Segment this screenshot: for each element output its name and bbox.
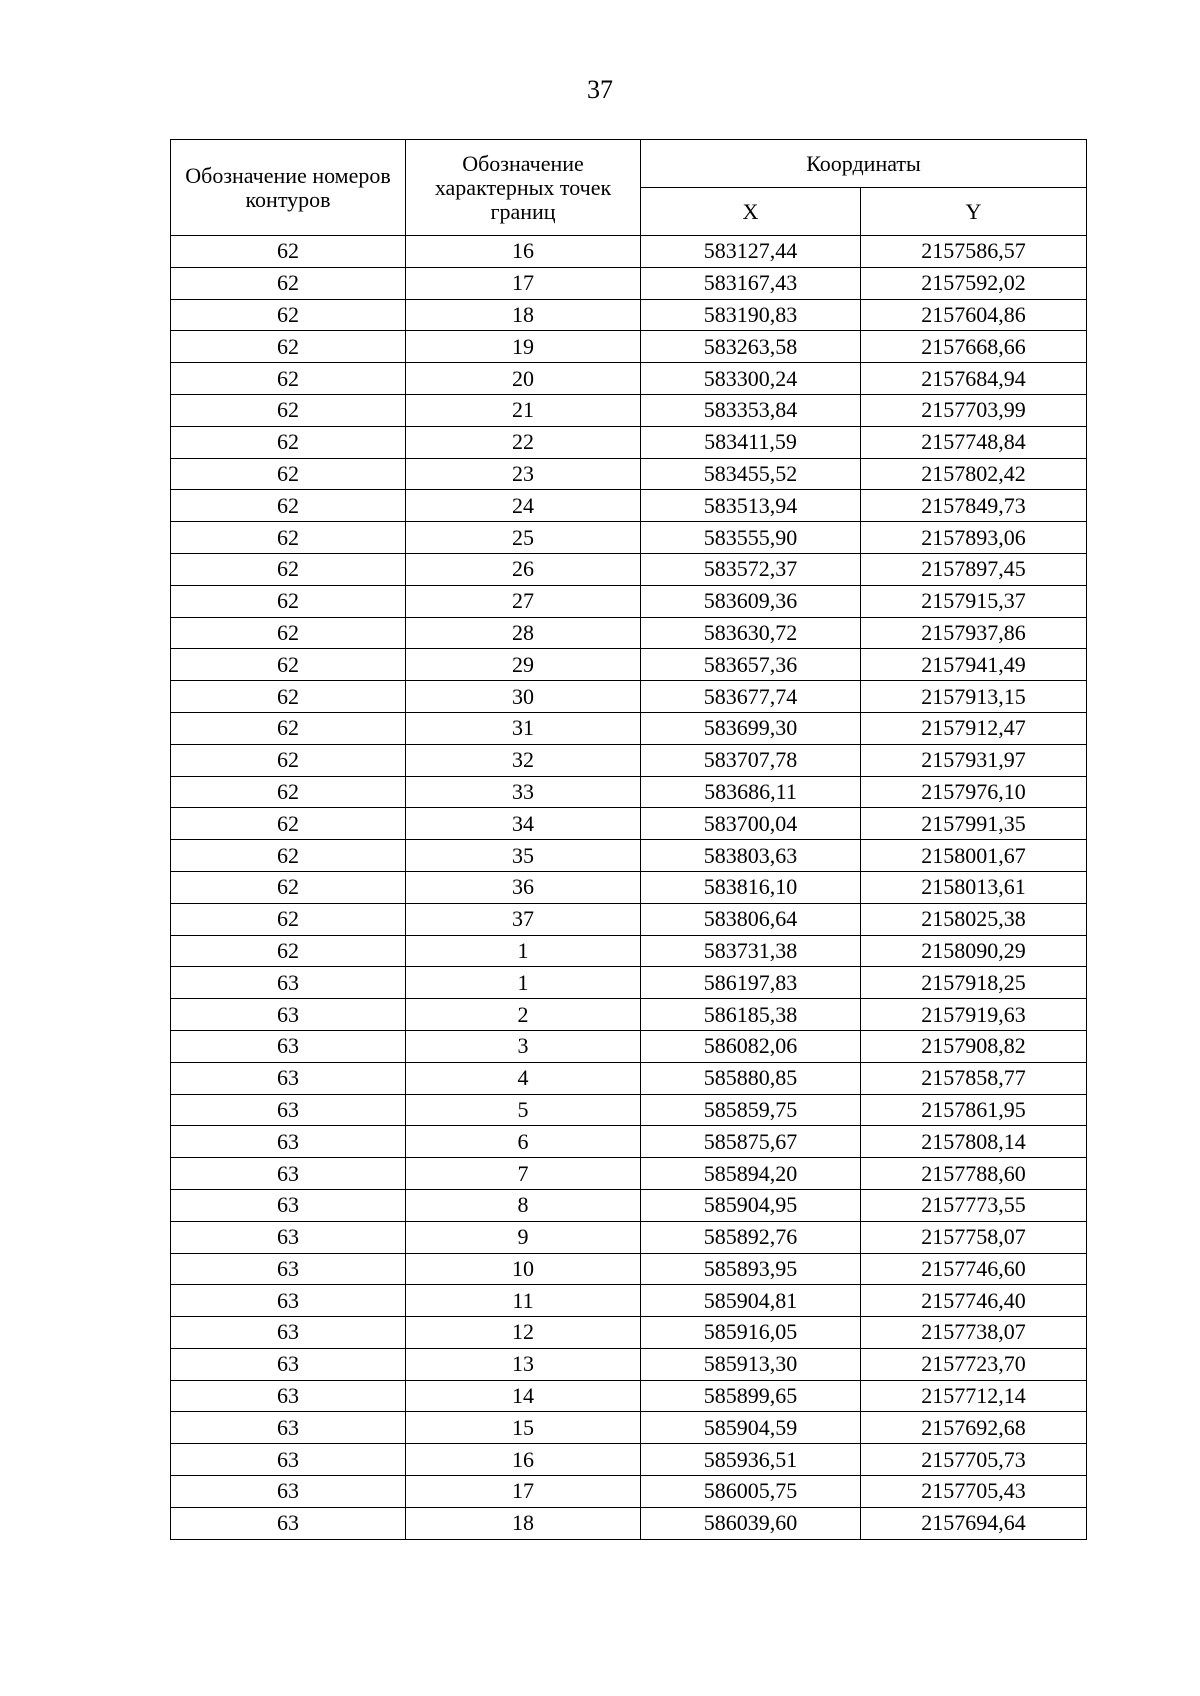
contour-number-cell: 62 [171,267,406,299]
y-coordinate-cell: 2157604,86 [861,299,1087,331]
y-coordinate-cell: 2158013,61 [861,871,1087,903]
y-coordinate-cell: 2157705,43 [861,1476,1087,1508]
contour-number-cell: 62 [171,871,406,903]
point-number-cell: 33 [406,776,641,808]
y-coordinate-cell: 2157668,66 [861,331,1087,363]
x-coordinate-cell: 583455,52 [641,458,861,490]
y-coordinate-cell: 2157802,42 [861,458,1087,490]
x-coordinate-cell: 585904,59 [641,1412,861,1444]
table-row [171,871,1087,903]
x-coordinate-cell: 585916,05 [641,1317,861,1349]
x-coordinate-cell: 585913,30 [641,1348,861,1380]
contour-number-cell: 63 [171,1507,406,1539]
x-coordinate-cell: 585904,95 [641,1189,861,1221]
contour-number-cell: 63 [171,1317,406,1349]
table-row [171,649,1087,681]
point-number-cell: 26 [406,553,641,585]
y-coordinate-cell: 2157897,45 [861,553,1087,585]
table-row [171,681,1087,713]
table-row [171,490,1087,522]
table-row [171,1507,1087,1539]
x-coordinate-cell: 585894,20 [641,1158,861,1190]
contour-number-cell: 63 [171,1221,406,1253]
point-number-cell: 32 [406,744,641,776]
y-coordinate-cell: 2157788,60 [861,1158,1087,1190]
contour-number-cell: 63 [171,1380,406,1412]
x-coordinate-cell: 585880,85 [641,1062,861,1094]
contour-number-cell: 63 [171,999,406,1031]
header-contour-number: Обозначение номеров контуров [171,140,406,236]
contour-number-cell: 62 [171,522,406,554]
contour-number-cell: 63 [171,967,406,999]
table-row [171,458,1087,490]
y-coordinate-cell: 2157991,35 [861,808,1087,840]
point-number-cell: 24 [406,490,641,522]
point-number-cell: 19 [406,331,641,363]
contour-number-cell: 62 [171,903,406,935]
y-coordinate-cell: 2157684,94 [861,363,1087,395]
contour-number-cell: 62 [171,681,406,713]
x-coordinate-cell: 586005,75 [641,1476,861,1508]
x-coordinate-cell: 583513,94 [641,490,861,522]
y-coordinate-cell: 2157915,37 [861,585,1087,617]
table-row [171,744,1087,776]
table-row [171,617,1087,649]
contour-number-cell: 62 [171,712,406,744]
point-number-cell: 10 [406,1253,641,1285]
contour-number-cell: 63 [171,1062,406,1094]
x-coordinate-cell: 583167,43 [641,267,861,299]
table-row [171,1348,1087,1380]
point-number-cell: 21 [406,394,641,426]
table-row [171,585,1087,617]
x-coordinate-cell: 583700,04 [641,808,861,840]
contour-number-cell: 62 [171,299,406,331]
table-row [171,394,1087,426]
x-coordinate-cell: 583816,10 [641,871,861,903]
x-coordinate-cell: 585875,67 [641,1126,861,1158]
coordinates-table [170,139,1087,1540]
x-coordinate-cell: 585904,81 [641,1285,861,1317]
x-coordinate-cell: 586185,38 [641,999,861,1031]
y-coordinate-cell: 2157861,95 [861,1094,1087,1126]
point-number-cell: 16 [406,236,641,268]
contour-number-cell: 63 [171,1158,406,1190]
y-coordinate-cell: 2157738,07 [861,1317,1087,1349]
table-row [171,1094,1087,1126]
y-coordinate-cell: 2157808,14 [861,1126,1087,1158]
y-coordinate-cell: 2158025,38 [861,903,1087,935]
contour-number-cell: 62 [171,617,406,649]
y-coordinate-cell: 2157748,84 [861,426,1087,458]
y-coordinate-cell: 2157694,64 [861,1507,1087,1539]
point-number-cell: 22 [406,426,641,458]
x-coordinate-cell: 583263,58 [641,331,861,363]
contour-number-cell: 62 [171,935,406,967]
table-row [171,1062,1087,1094]
x-coordinate-cell: 583803,63 [641,840,861,872]
y-coordinate-cell: 2157712,14 [861,1380,1087,1412]
x-coordinate-cell: 583731,38 [641,935,861,967]
y-coordinate-cell: 2157912,47 [861,712,1087,744]
header-boundary-point: Обозначение характерных точек границ [406,140,641,236]
contour-number-cell: 63 [171,1285,406,1317]
contour-number-cell: 63 [171,1094,406,1126]
table-body [171,236,1087,1540]
header-x: X [641,188,861,236]
point-number-cell: 4 [406,1062,641,1094]
table-row [171,999,1087,1031]
contour-number-cell: 62 [171,649,406,681]
y-coordinate-cell: 2157723,70 [861,1348,1087,1380]
contour-number-cell: 63 [171,1476,406,1508]
point-number-cell: 29 [406,649,641,681]
contour-number-cell: 62 [171,363,406,395]
x-coordinate-cell: 583127,44 [641,236,861,268]
x-coordinate-cell: 585859,75 [641,1094,861,1126]
point-number-cell: 5 [406,1094,641,1126]
header-y: Y [861,188,1087,236]
x-coordinate-cell: 585936,51 [641,1444,861,1476]
table-row [171,522,1087,554]
y-coordinate-cell: 2157937,86 [861,617,1087,649]
x-coordinate-cell: 583411,59 [641,426,861,458]
point-number-cell: 7 [406,1158,641,1190]
y-coordinate-cell: 2157858,77 [861,1062,1087,1094]
contour-number-cell: 62 [171,776,406,808]
table-row [171,299,1087,331]
x-coordinate-cell: 583609,36 [641,585,861,617]
contour-number-cell: 63 [171,1030,406,1062]
y-coordinate-cell: 2157849,73 [861,490,1087,522]
table-row [171,967,1087,999]
table-row [171,267,1087,299]
y-coordinate-cell: 2157941,49 [861,649,1087,681]
y-coordinate-cell: 2157705,73 [861,1444,1087,1476]
point-number-cell: 3 [406,1030,641,1062]
point-number-cell: 1 [406,967,641,999]
table-row [171,1476,1087,1508]
point-number-cell: 27 [406,585,641,617]
contour-number-cell: 63 [171,1189,406,1221]
x-coordinate-cell: 583806,64 [641,903,861,935]
point-number-cell: 30 [406,681,641,713]
table-row [171,935,1087,967]
contour-number-cell: 62 [171,808,406,840]
point-number-cell: 16 [406,1444,641,1476]
table-row [171,903,1087,935]
point-number-cell: 18 [406,1507,641,1539]
y-coordinate-cell: 2157908,82 [861,1030,1087,1062]
contour-number-cell: 62 [171,744,406,776]
table-row [171,776,1087,808]
point-number-cell: 8 [406,1189,641,1221]
y-coordinate-cell: 2157773,55 [861,1189,1087,1221]
header-coordinates: Координаты [641,140,1087,188]
y-coordinate-cell: 2157919,63 [861,999,1087,1031]
table-row [171,1380,1087,1412]
y-coordinate-cell: 2157758,07 [861,1221,1087,1253]
point-number-cell: 2 [406,999,641,1031]
point-number-cell: 6 [406,1126,641,1158]
table-row [171,1317,1087,1349]
point-number-cell: 15 [406,1412,641,1444]
table-row [171,553,1087,585]
table-row [171,840,1087,872]
point-number-cell: 17 [406,267,641,299]
contour-number-cell: 63 [171,1444,406,1476]
contour-number-cell: 63 [171,1348,406,1380]
x-coordinate-cell: 585892,76 [641,1221,861,1253]
point-number-cell: 25 [406,522,641,554]
point-number-cell: 17 [406,1476,641,1508]
x-coordinate-cell: 583657,36 [641,649,861,681]
point-number-cell: 31 [406,712,641,744]
contour-number-cell: 63 [171,1126,406,1158]
contour-number-cell: 62 [171,553,406,585]
x-coordinate-cell: 583353,84 [641,394,861,426]
contour-number-cell: 62 [171,426,406,458]
y-coordinate-cell: 2157746,60 [861,1253,1087,1285]
y-coordinate-cell: 2157703,99 [861,394,1087,426]
table-row [171,1221,1087,1253]
table-row [171,712,1087,744]
x-coordinate-cell: 586039,60 [641,1507,861,1539]
table-row [171,1444,1087,1476]
point-number-cell: 28 [406,617,641,649]
table-row [171,1253,1087,1285]
y-coordinate-cell: 2158090,29 [861,935,1087,967]
point-number-cell: 34 [406,808,641,840]
point-number-cell: 14 [406,1380,641,1412]
point-number-cell: 18 [406,299,641,331]
page-number: 37 [587,75,613,104]
table-row [171,426,1087,458]
y-coordinate-cell: 2157586,57 [861,236,1087,268]
x-coordinate-cell: 583677,74 [641,681,861,713]
point-number-cell: 1 [406,935,641,967]
contour-number-cell: 62 [171,331,406,363]
contour-number-cell: 63 [171,1253,406,1285]
x-coordinate-cell: 585893,95 [641,1253,861,1285]
y-coordinate-cell: 2157976,10 [861,776,1087,808]
y-coordinate-cell: 2157918,25 [861,967,1087,999]
point-number-cell: 13 [406,1348,641,1380]
x-coordinate-cell: 583555,90 [641,522,861,554]
x-coordinate-cell: 583707,78 [641,744,861,776]
x-coordinate-cell: 583190,83 [641,299,861,331]
table-row [171,331,1087,363]
point-number-cell: 36 [406,871,641,903]
contour-number-cell: 62 [171,840,406,872]
table-row [171,363,1087,395]
point-number-cell: 9 [406,1221,641,1253]
x-coordinate-cell: 583300,24 [641,363,861,395]
x-coordinate-cell: 585899,65 [641,1380,861,1412]
y-coordinate-cell: 2158001,67 [861,840,1087,872]
table-row [171,1189,1087,1221]
y-coordinate-cell: 2157692,68 [861,1412,1087,1444]
table-row [171,808,1087,840]
table-row [171,1412,1087,1444]
contour-number-cell: 62 [171,585,406,617]
table-row [171,1158,1087,1190]
table-row [171,236,1087,268]
x-coordinate-cell: 583630,72 [641,617,861,649]
contour-number-cell: 62 [171,394,406,426]
point-number-cell: 11 [406,1285,641,1317]
x-coordinate-cell: 583572,37 [641,553,861,585]
point-number-cell: 20 [406,363,641,395]
table-header [171,140,1087,236]
x-coordinate-cell: 586082,06 [641,1030,861,1062]
table-row [171,1285,1087,1317]
y-coordinate-cell: 2157931,97 [861,744,1087,776]
point-number-cell: 37 [406,903,641,935]
x-coordinate-cell: 583686,11 [641,776,861,808]
table-row [171,1126,1087,1158]
point-number-cell: 23 [406,458,641,490]
y-coordinate-cell: 2157913,15 [861,681,1087,713]
y-coordinate-cell: 2157893,06 [861,522,1087,554]
contour-number-cell: 63 [171,1412,406,1444]
x-coordinate-cell: 586197,83 [641,967,861,999]
y-coordinate-cell: 2157746,40 [861,1285,1087,1317]
contour-number-cell: 62 [171,458,406,490]
point-number-cell: 12 [406,1317,641,1349]
table-row [171,1030,1087,1062]
x-coordinate-cell: 583699,30 [641,712,861,744]
contour-number-cell: 62 [171,236,406,268]
y-coordinate-cell: 2157592,02 [861,267,1087,299]
contour-number-cell: 62 [171,490,406,522]
point-number-cell: 35 [406,840,641,872]
